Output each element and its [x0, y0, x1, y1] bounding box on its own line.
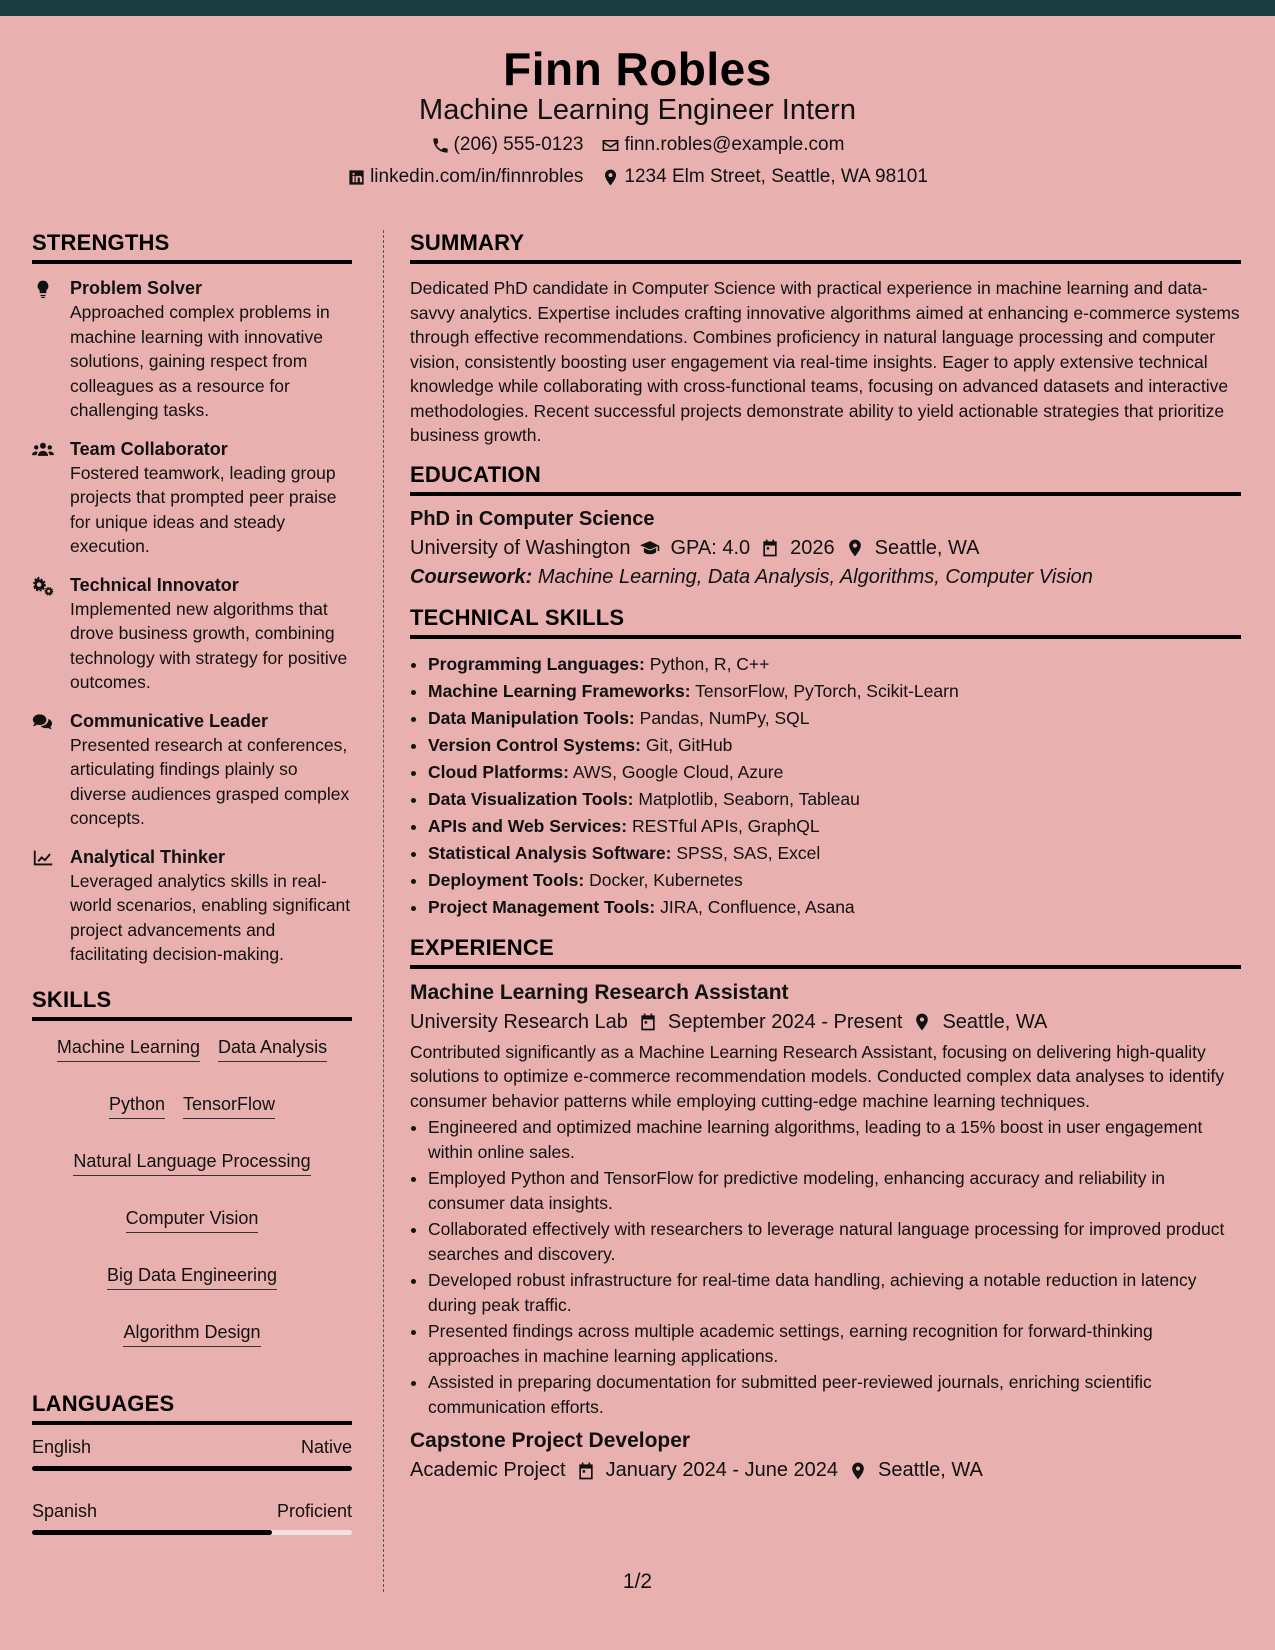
strength-title: Problem Solver: [70, 278, 203, 298]
list-item: [428, 732, 1241, 759]
strength-desc: Fostered teamwork, leading group projects that prompted peer praise for unique ideas and steady execution.: [70, 462, 337, 556]
tech-skill-label: Data Visualization Tools:: [428, 788, 634, 809]
skill-tag: Machine Learning: [57, 1037, 200, 1062]
strength-item: [32, 276, 352, 423]
coursework-label: Coursework:: [410, 565, 533, 588]
lightbulb-icon: [32, 279, 54, 299]
language-bar: [32, 1530, 352, 1535]
education-year: 2026: [790, 536, 835, 559]
linkedin-contact[interactable]: [347, 166, 583, 188]
tech-skill-label: Project Management Tools:: [428, 896, 656, 917]
linkedin-text[interactable]: linkedin.com/in/finnrobles: [370, 166, 584, 187]
job-title: Capstone Project Developer: [410, 1429, 691, 1452]
job-dates: January 2024 - June 2024: [605, 1459, 839, 1481]
education-gpa: GPA: 4.0: [670, 536, 751, 559]
envelope-icon: [601, 136, 620, 155]
experience-heading: EXPERIENCE: [410, 935, 1241, 969]
education-meta: [410, 537, 1241, 560]
tech-skill-label: Data Manipulation Tools:: [428, 707, 635, 728]
skill-tag: Natural Language Processing: [73, 1151, 310, 1176]
column-divider: [383, 230, 384, 1592]
tech-skill-value: SPSS, SAS, Excel: [676, 842, 821, 863]
tech-skill-value: AWS, Google Cloud, Azure: [572, 761, 784, 782]
list-item: • Presented findings across multiple academic settings, earning recognition for forward-thinking approaches in machine learning applications.: [428, 1319, 1241, 1368]
map-marker-icon: [601, 168, 620, 187]
experience-item: [410, 1429, 1241, 1482]
tech-skill-value: RESTful APIs, GraphQL: [631, 815, 820, 836]
linkedin-icon: [347, 168, 366, 187]
education-school: University of Washington: [410, 536, 631, 559]
strength-item: [32, 437, 352, 559]
job-title: Machine Learning Research Assistant: [410, 980, 789, 1004]
calendar-icon: [576, 1461, 596, 1481]
skill-tag: Computer Vision: [126, 1208, 259, 1233]
coursework-list: Machine Learning, Data Analysis, Algorithms, Computer Vision: [537, 565, 1093, 588]
list-item: • Assisted in preparing documentation for submitted peer-reviewed journals, enriching scientific communication efforts.: [428, 1370, 1241, 1419]
languages-heading: LANGUAGES: [32, 1391, 352, 1425]
language-item: [32, 1437, 352, 1471]
list-item: [428, 840, 1241, 867]
graduation-cap-icon: [640, 538, 660, 558]
strength-item: [32, 709, 352, 831]
job-org: University Research Lab: [410, 1010, 628, 1033]
contact-line-2: [0, 166, 1275, 188]
language-name: English: [32, 1436, 92, 1457]
tech-skill-value: Matplotlib, Seaborn, Tableau: [638, 788, 860, 809]
strength-desc: Approached complex problems in machine learning with innovative solutions, gaining respect from colleagues as a resource for challenging tasks.: [70, 302, 330, 420]
tech-skill-value: Git, GitHub: [645, 734, 733, 755]
language-bar: [32, 1466, 352, 1471]
address-contact: [601, 166, 927, 188]
skill-tag: Big Data Engineering: [107, 1265, 277, 1290]
list-item: • Employed Python and TensorFlow for predictive modeling, enhancing accuracy and reliability in consumer data insights.: [428, 1166, 1241, 1215]
education-heading: EDUCATION: [410, 462, 1241, 496]
strength-item: [32, 845, 352, 967]
phone-icon: [431, 136, 450, 155]
comments-icon: [32, 712, 54, 732]
list-item: [428, 786, 1241, 813]
candidate-title: Machine Learning Engineer Intern: [419, 94, 856, 126]
map-marker-icon: [845, 538, 865, 558]
list-item: [428, 867, 1241, 894]
job-location: Seattle, WA: [942, 1010, 1048, 1033]
list-item: [428, 678, 1241, 705]
chart-line-icon: [32, 848, 54, 868]
job-description: Contributed significantly as a Machine Learning Research Assistant, focusing on delivering high-quality solutions to optimize e-commerce recommendation models. Conducted complex data analyses to identify consumer behavior patterns while employing cutting-edge machine learning techniques.: [410, 1041, 1225, 1111]
job-dates: September 2024 - Present: [667, 1010, 903, 1033]
language-name: Spanish: [32, 1500, 98, 1521]
education-degree: PhD in Computer Science: [410, 507, 655, 530]
list-item: • Developed robust infrastructure for real-time data handling, achieving a notable reduction in latency during peak traffic.: [428, 1268, 1241, 1317]
tech-skill-value: Docker, Kubernetes: [589, 869, 743, 890]
education-location: Seattle, WA: [874, 536, 980, 559]
skills-list: [32, 1033, 352, 1347]
map-marker-icon: [848, 1461, 868, 1481]
tech-skill-label: Programming Languages:: [428, 653, 645, 674]
skills-heading: SKILLS: [32, 987, 352, 1021]
language-level: Native: [300, 1436, 352, 1457]
tech-skill-value: TensorFlow, PyTorch, Scikit-Learn: [695, 680, 959, 701]
calendar-icon: [760, 538, 780, 558]
strength-desc: Presented research at conferences, articulating findings plainly so diverse audiences grasped complex concepts.: [70, 734, 350, 828]
strength-title: Communicative Leader: [70, 710, 269, 731]
language-bar-fill: [32, 1530, 272, 1535]
email-contact[interactable]: [601, 134, 844, 156]
list-item: [428, 651, 1241, 678]
list-item: • Engineered and optimized machine learning algorithms, leading to a 15% boost in user engagement within online sales.: [428, 1115, 1241, 1164]
skill-tag: Data Analysis: [218, 1037, 327, 1062]
left-column: [32, 230, 352, 1551]
strengths-heading: STRENGTHS: [32, 230, 352, 264]
coursework: [410, 566, 1241, 589]
strength-title: Analytical Thinker: [70, 846, 226, 867]
candidate-name: Finn Robles: [503, 43, 772, 95]
strength-item: [32, 573, 352, 695]
email-text[interactable]: finn.robles@example.com: [624, 134, 845, 155]
list-item: [428, 813, 1241, 840]
tech-skill-label: Machine Learning Frameworks:: [428, 680, 691, 701]
strength-desc: Leveraged analytics skills in real-world scenarios, enabling significant project advancements and facilitating decision-making.: [70, 870, 351, 964]
tech-skill-value: Pandas, NumPy, SQL: [639, 707, 810, 728]
job-bullets: [410, 1115, 1241, 1419]
technical-skills-list: [410, 651, 1241, 921]
summary-heading: SUMMARY: [410, 230, 1241, 264]
technical-skills-heading: TECHNICAL SKILLS: [410, 605, 1241, 639]
job-meta: [410, 1459, 1241, 1482]
skill-tag: Python: [109, 1094, 165, 1119]
users-icon: [32, 440, 54, 460]
tech-skill-value: JIRA, Confluence, Asana: [660, 896, 855, 917]
tech-skill-label: APIs and Web Services:: [428, 815, 628, 836]
top-accent-bar: [0, 0, 1275, 16]
list-item: [428, 759, 1241, 786]
tech-skill-label: Version Control Systems:: [428, 734, 641, 755]
language-level: Proficient: [276, 1500, 352, 1521]
job-org: Academic Project: [410, 1459, 566, 1481]
language-bar-fill: [32, 1466, 352, 1471]
summary-text: Dedicated PhD candidate in Computer Science with practical experience in machine learning and data-savvy analytics. Expertise includes crafting innovative algorithms aimed at enhancing e-commerce systems through effective recommendations. Combines proficiency in natural language processing and computer vision, consistently boosting user engagement via real-time insights. Eager to apply extensive technical knowledge while collaborating with cross-functional teams, focusing on advanced datasets and interactive methodologies. Recent successful projects demonstrate ability to yield actionable strategies that prioritize business growth.: [410, 278, 1240, 445]
tech-skill-label: Cloud Platforms:: [428, 761, 569, 782]
experience-item: [410, 981, 1241, 1420]
job-location: Seattle, WA: [878, 1459, 983, 1481]
contact-line-1: [0, 134, 1275, 156]
list-item: • Collaborated effectively with researchers to leverage natural language processing for improved product searches and discovery.: [428, 1217, 1241, 1266]
tech-skill-label: Statistical Analysis Software:: [428, 842, 672, 863]
resume-header: [0, 16, 1275, 204]
gears-icon: [32, 576, 54, 596]
page-number: 1/2: [622, 1570, 653, 1593]
map-marker-icon: [912, 1012, 932, 1032]
skill-tag: Algorithm Design: [123, 1322, 260, 1347]
address-text: 1234 Elm Street, Seattle, WA 98101: [624, 166, 928, 187]
strength-title: Technical Innovator: [70, 574, 239, 595]
phone-text: (206) 555-0123: [453, 134, 584, 155]
job-meta: [410, 1011, 1241, 1034]
phone-contact: [431, 134, 584, 156]
strength-desc: Implemented new algorithms that drove business growth, combining technology with strategy for positive outcomes.: [70, 598, 348, 692]
strength-title: Team Collaborator: [70, 438, 228, 459]
list-item: [428, 705, 1241, 732]
right-column: [410, 230, 1241, 1488]
language-item: [32, 1501, 352, 1535]
list-item: [428, 894, 1241, 921]
skill-tag: TensorFlow: [183, 1094, 275, 1119]
tech-skill-label: Deployment Tools:: [428, 869, 585, 890]
tech-skill-value: Python, R, C++: [649, 653, 770, 674]
calendar-icon: [638, 1012, 658, 1032]
